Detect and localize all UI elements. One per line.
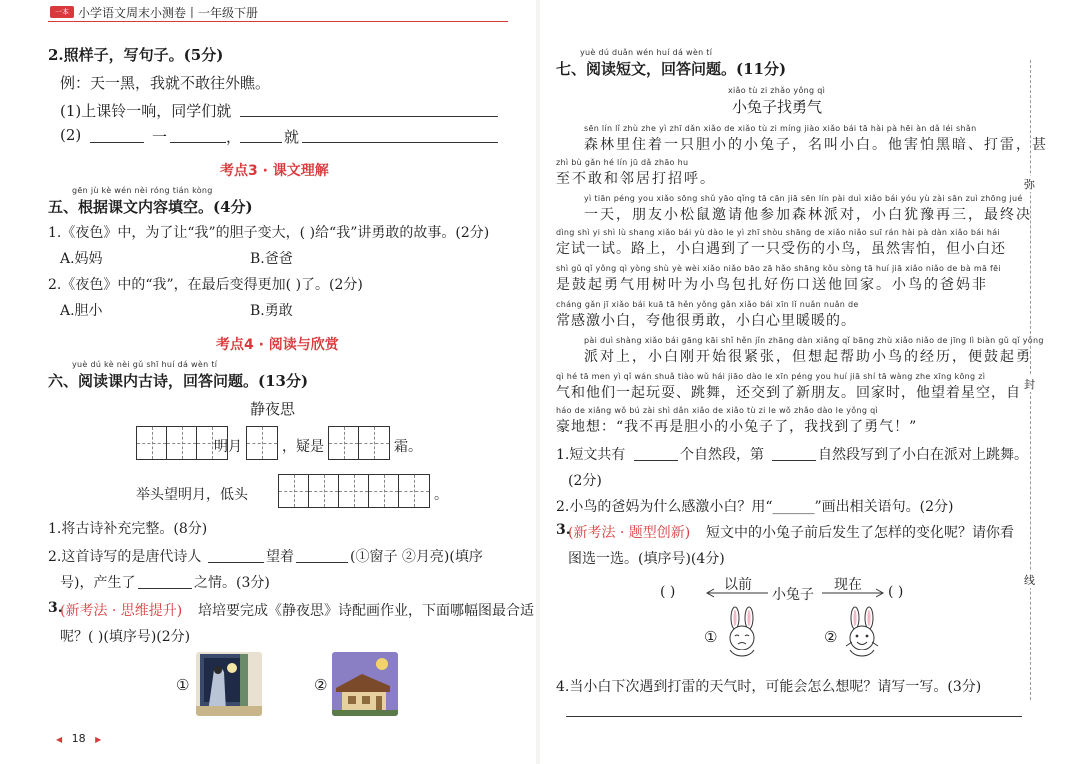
q7-s1-b: 个自然段，第	[680, 447, 764, 463]
p1-pinyin: sēn lín lǐ zhù zhe yì zhī dǎn xiǎo de xiǎo tù zi míng jiào xiǎo bái tā hài pà hēi àn dǎ léi shǎn	[584, 124, 977, 133]
q5-q1: 1.《夜色》中，为了让“我”的胆子变大，( )给“我”讲勇敢的故事。(2分)	[48, 225, 490, 241]
poem-line2-a: 举头望明月，低头	[136, 487, 248, 503]
q6-title: 六、阅读课内古诗，回答问题。(13分)	[48, 372, 309, 390]
poem-blank-4[interactable]	[278, 474, 430, 508]
paragraph-2-line4: 常感激小白，夸他很勇敢，小白心里暖暖的。	[556, 313, 856, 329]
q7-s1-a: 1.短文共有	[556, 447, 626, 463]
q7-s1-line2[interactable]	[772, 460, 816, 461]
p2c-pinyin: shì gǔ qǐ yǒng qì yòng shù yè wèi xiǎo niǎo bāo zā hǎo shāng kǒu sòng tā huí jiā xiǎo niǎo de bà mā fēi	[556, 264, 1001, 273]
q2-item1: (1)上课铃一响，同学们就	[60, 102, 232, 120]
q7-title: 七、阅读短文，回答问题。(11分)	[556, 60, 787, 78]
q5-q2: 2.《夜色》中的“我”，在最后变得更加( )了。(2分)	[48, 277, 363, 293]
q5-q1-option-a[interactable]: A.妈妈	[60, 251, 103, 267]
q6-sub2-a: 2.这首诗写的是唐代诗人	[48, 549, 202, 565]
paragraph-2-line1: 一天，朋友小松鼠邀请他参加森林派对，小白犹豫再三，最终决	[584, 207, 1032, 223]
q6-sub2-b: 望着	[266, 549, 294, 565]
q6-sub3-number: 3.	[48, 600, 63, 616]
paragraph-2-line2: 定试一试。路上，小白遇到了一只受伤的小鸟，虽然害怕，但小白还	[556, 241, 1006, 257]
before-label: 以前	[724, 577, 752, 593]
page-number: 18	[71, 732, 86, 745]
section3-title: 考点3 · 课文理解	[220, 163, 329, 179]
q2-item2-mid: 一	[152, 128, 168, 146]
story-title: 小兔子找勇气	[732, 98, 823, 116]
p2d-pinyin: cháng gǎn jī xiǎo bái kuā tā hěn yǒng gǎn xiǎo bái xīn lǐ nuǎn nuǎn de	[556, 300, 859, 309]
p2-pinyin: yì tiān péng you xiǎo sōng shǔ yāo qǐng tā cān jiā sēn lín pài duì xiǎo bái yóu yù zài sān zuì zhōng jué	[584, 194, 1023, 203]
q7-s3-number: 3.	[556, 522, 571, 538]
q2-item2-line3[interactable]	[240, 142, 282, 143]
binding-char-1: 弥	[1024, 178, 1035, 191]
q6-sub2-line2[interactable]	[296, 562, 348, 563]
now-answer-blank[interactable]: ( )	[888, 584, 904, 600]
header-title: 小学语文周末小测卷丨一年级下册	[78, 6, 259, 20]
story-title-pinyin: xiǎo tù zi zhǎo yǒng qì	[728, 86, 826, 95]
q2-item2-line1[interactable]	[90, 142, 144, 143]
q6-sub3-text: 培培要完成《静夜思》诗配画作业，下面哪幅图最合适	[198, 603, 534, 619]
q7-s1-d: (2分)	[568, 473, 602, 489]
q6-sub2-d: 号)，产生了	[60, 575, 136, 591]
q5-q2-option-b[interactable]: B.勇敢	[250, 303, 293, 319]
q5-pinyin: gēn jù kè wén nèi róng tián kòng	[72, 186, 213, 195]
poem-blank-2[interactable]	[246, 426, 278, 460]
picture-option-1-label: ①	[176, 676, 190, 694]
sad-rabbit-icon[interactable]	[722, 606, 762, 662]
header-rule	[48, 21, 508, 22]
footer-arrow-left-icon: ◀	[56, 735, 63, 744]
q7-s1-line1[interactable]	[634, 460, 678, 461]
poem-line2-b: 。	[434, 487, 448, 503]
q7-s4: 4.当小白下次遇到打雷的天气时，可能会怎么想呢？请写一写。(3分)	[556, 679, 982, 695]
happy-rabbit-icon[interactable]	[842, 606, 882, 662]
paragraph-3-line1: 派对上，小白刚开始很紧张，但想起帮助小鸟的经历，便鼓起勇	[584, 349, 1032, 365]
q2-item2-comma: ，	[226, 128, 242, 146]
q2-item2-line4[interactable]	[302, 142, 498, 143]
q2-title: 2.照样子，写句子。(5分)	[48, 46, 224, 64]
before-answer-blank[interactable]: ( )	[660, 584, 676, 600]
section4-title: 考点4 · 阅读与欣赏	[216, 337, 339, 353]
q5-q2-option-a[interactable]: A.胆小	[60, 303, 103, 319]
arrow-right-icon	[820, 588, 886, 598]
q6-pinyin: yuè dú kè nèi gǔ shī huí dá wèn tí	[72, 360, 218, 369]
footer-arrow-right-icon: ▶	[95, 735, 102, 744]
p1b-pinyin: zhì bù gǎn hé lín jū dǎ zhāo hu	[556, 158, 689, 167]
q6-sub2-c: (①窗子 ②月亮)(填序	[350, 549, 483, 565]
q7-s4-answer-line[interactable]	[566, 716, 1022, 717]
q7-pinyin: yuè dú duǎn wén huí dá wèn tí	[580, 48, 713, 57]
q7-s1-c: 自然段写到了小白在派对上跳舞。	[818, 447, 1028, 463]
q6-sub3-text2: 呢？( )(填序号)(2分)	[60, 629, 191, 645]
poem-blank-3[interactable]	[328, 426, 390, 460]
picture-option-2[interactable]	[332, 652, 398, 716]
q5-title: 五、根据课文内容填空。(4分)	[48, 198, 253, 216]
p3-pinyin: pài duì shàng xiǎo bái gāng kāi shǐ hěn jǐn zhāng dàn xiǎng qǐ bāng zhù xiǎo niǎo de jīng lì biàn gǔ qǐ yǒng	[584, 336, 1044, 345]
q7-s3-text2: 图选一选。(填序号)(4分)	[568, 551, 725, 567]
q6-sub2-line1[interactable]	[208, 562, 264, 563]
q6-sub3-tag: (新考法 · 思维提升)	[60, 603, 183, 619]
poem-line1-c: 霜。	[394, 439, 422, 455]
paragraph-1-line2: 至不敢和邻居打招呼。	[556, 171, 716, 187]
paragraph-2-line3: 是鼓起勇气用树叶为小鸟包扎好伤口送他回家。小鸟的爸妈非	[556, 277, 988, 293]
poem-line1-a: 明月	[214, 439, 242, 455]
rabbit-option-1-label: ①	[704, 628, 718, 646]
p3b-pinyin: qì hé tā men yì qǐ wán shuǎ tiào wǔ hái jiāo dào le xīn péng you huí jiā shí tā wàng zhe xīng kōng zì	[556, 372, 986, 381]
paragraph-1-line1: 森林里住着一只胆小的小兔子，名叫小白。他害怕黑暗、打雷，甚	[584, 137, 1048, 153]
q7-s3-text: 短文中的小兔子前后发生了怎样的变化呢？请你看	[706, 525, 1014, 541]
center-rabbit-label: 小兔子	[772, 587, 814, 603]
q6-sub1: 1.将古诗补充完整。(8分)	[48, 521, 208, 537]
page-footer	[56, 732, 101, 745]
arrow-left-icon	[704, 588, 770, 598]
picture-option-1[interactable]	[196, 652, 262, 716]
q7-s3-tag: (新考法 · 题型创新)	[568, 525, 691, 541]
paragraph-3-line2: 气和他们一起玩耍、跳舞，还交到了新朋友。回家时，他望着星空，自	[556, 385, 1021, 401]
p2b-pinyin: dìng shì yi shì lù shang xiǎo bái yù dào le yì zhī shòu shāng de xiǎo niǎo suī rán hài pà dàn xiǎo bái hái	[556, 228, 1000, 237]
q5-q1-option-b[interactable]: B.爸爸	[250, 251, 293, 267]
rabbit-option-2-label: ②	[824, 628, 838, 646]
now-label: 现在	[834, 577, 862, 593]
q7-s2: 2.小鸟的爸妈为什么感激小白？用“______”画出相关语句。(2分)	[556, 499, 954, 515]
picture-option-2-label: ②	[314, 676, 328, 694]
poem-line1-b: ，疑是	[282, 439, 324, 455]
right-page	[540, 0, 1080, 764]
left-page	[0, 0, 536, 764]
q6-sub2-e: 之情。(3分)	[194, 575, 270, 591]
moon-house-illustration	[332, 652, 398, 716]
q2-item2-line2[interactable]	[170, 142, 226, 143]
p3c-pinyin: háo de xiǎng wǒ bú zài shì dǎn xiǎo de xiǎo tù zi le wǒ zhǎo dào le yǒng qì	[556, 406, 878, 415]
woman-at-window-illustration	[196, 652, 262, 716]
q2-item2-prefix: (2)	[60, 126, 82, 144]
q2-item2-end: 就	[284, 128, 300, 146]
paragraph-3-line3: 豪地想：“我不再是胆小的小兔子了，我找到了勇气！”	[556, 419, 918, 435]
binding-char-3: 线	[1024, 574, 1035, 587]
q6-sub2-line3[interactable]	[138, 588, 192, 589]
q2-example: 例：天一黑，我就不敢往外瞧。	[60, 74, 271, 92]
header-badge: 一本	[50, 6, 74, 18]
poem-title: 静夜思	[250, 400, 296, 418]
q2-item1-answer-line[interactable]	[240, 116, 498, 117]
binding-char-2: 封	[1024, 378, 1035, 391]
